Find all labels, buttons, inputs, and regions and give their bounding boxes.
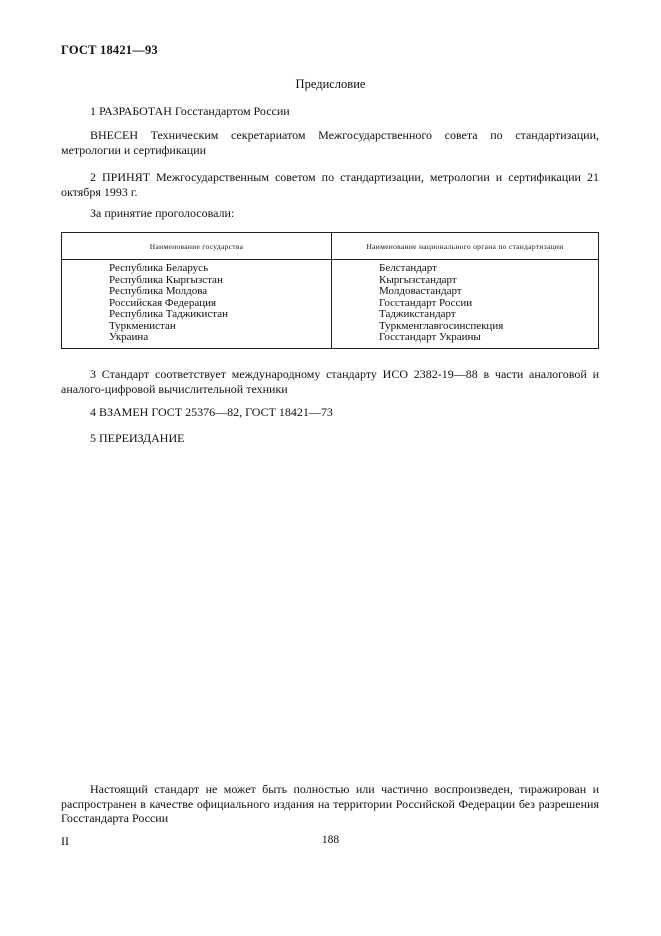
list-item: Таджикстандарт: [379, 308, 456, 320]
table-row: [62, 260, 599, 349]
body-cell: [332, 260, 599, 349]
item-replaces: 4 ВЗАМЕН ГОСТ 25376—82, ГОСТ 18421—73: [90, 405, 333, 419]
list-item: Кыргызстандарт: [379, 273, 457, 286]
list-item: Туркменистан: [109, 319, 176, 332]
header-state: Наименование государства: [62, 233, 332, 260]
list-item: Госстандарт Украины: [379, 331, 481, 343]
item-developed: 1 РАЗРАБОТАН Госстандартом России: [90, 104, 290, 118]
list-item: Туркменглавгосинспекция: [379, 319, 504, 332]
list-item: Украина: [109, 331, 149, 343]
page-title: Предисловие: [295, 77, 366, 91]
list-item: Российская Федерация: [109, 296, 217, 309]
list-item: Республика Таджикистан: [109, 308, 228, 320]
list-item: Молдовастандарт: [379, 285, 462, 297]
item-reissue: 5 ПЕРЕИЗДАНИЕ: [90, 431, 185, 445]
list-item: Республика Кыргызстан: [109, 273, 223, 286]
item-introduced: ВНЕСЕН Техническим секретариатом Межгосударственного совета по стандартизации, метрологии и сертификации: [61, 128, 599, 157]
state-list: [62, 263, 331, 344]
list-item: Республика Молдова: [109, 285, 208, 297]
list-item: Республика Беларусь: [109, 262, 209, 274]
list-item: Госстандарт России: [379, 296, 473, 309]
copyright-notice: Настоящий стандарт не может быть полностью или частично воспроизведен, тиражирован и распространен в качестве официального издания на территории Российской Федерации без разрешения Госстандарта России: [61, 782, 599, 825]
item-adopted: 2 ПРИНЯТ Межгосударственным советом по стандартизации, метрологии и сертификации 21 октября 1993 г.: [61, 170, 599, 199]
document-code: ГОСТ 18421—93: [61, 43, 158, 57]
item-voted-intro: За принятие проголосовали:: [90, 206, 235, 220]
state-cell: [62, 260, 332, 349]
roman-page-number: II: [61, 834, 69, 848]
header-body: Наименование национального органа по стандартизации: [332, 233, 599, 260]
table-header-row: [62, 233, 599, 260]
item-conformity: 3 Стандарт соответствует международному стандарту ИСО 2382-19—88 в части аналоговой и аналого-цифровой вычислительной техники: [61, 367, 599, 396]
list-item: Белстандарт: [379, 262, 437, 274]
page-number: 188: [321, 834, 340, 846]
body-list: [332, 263, 598, 344]
voting-table: [61, 232, 599, 349]
